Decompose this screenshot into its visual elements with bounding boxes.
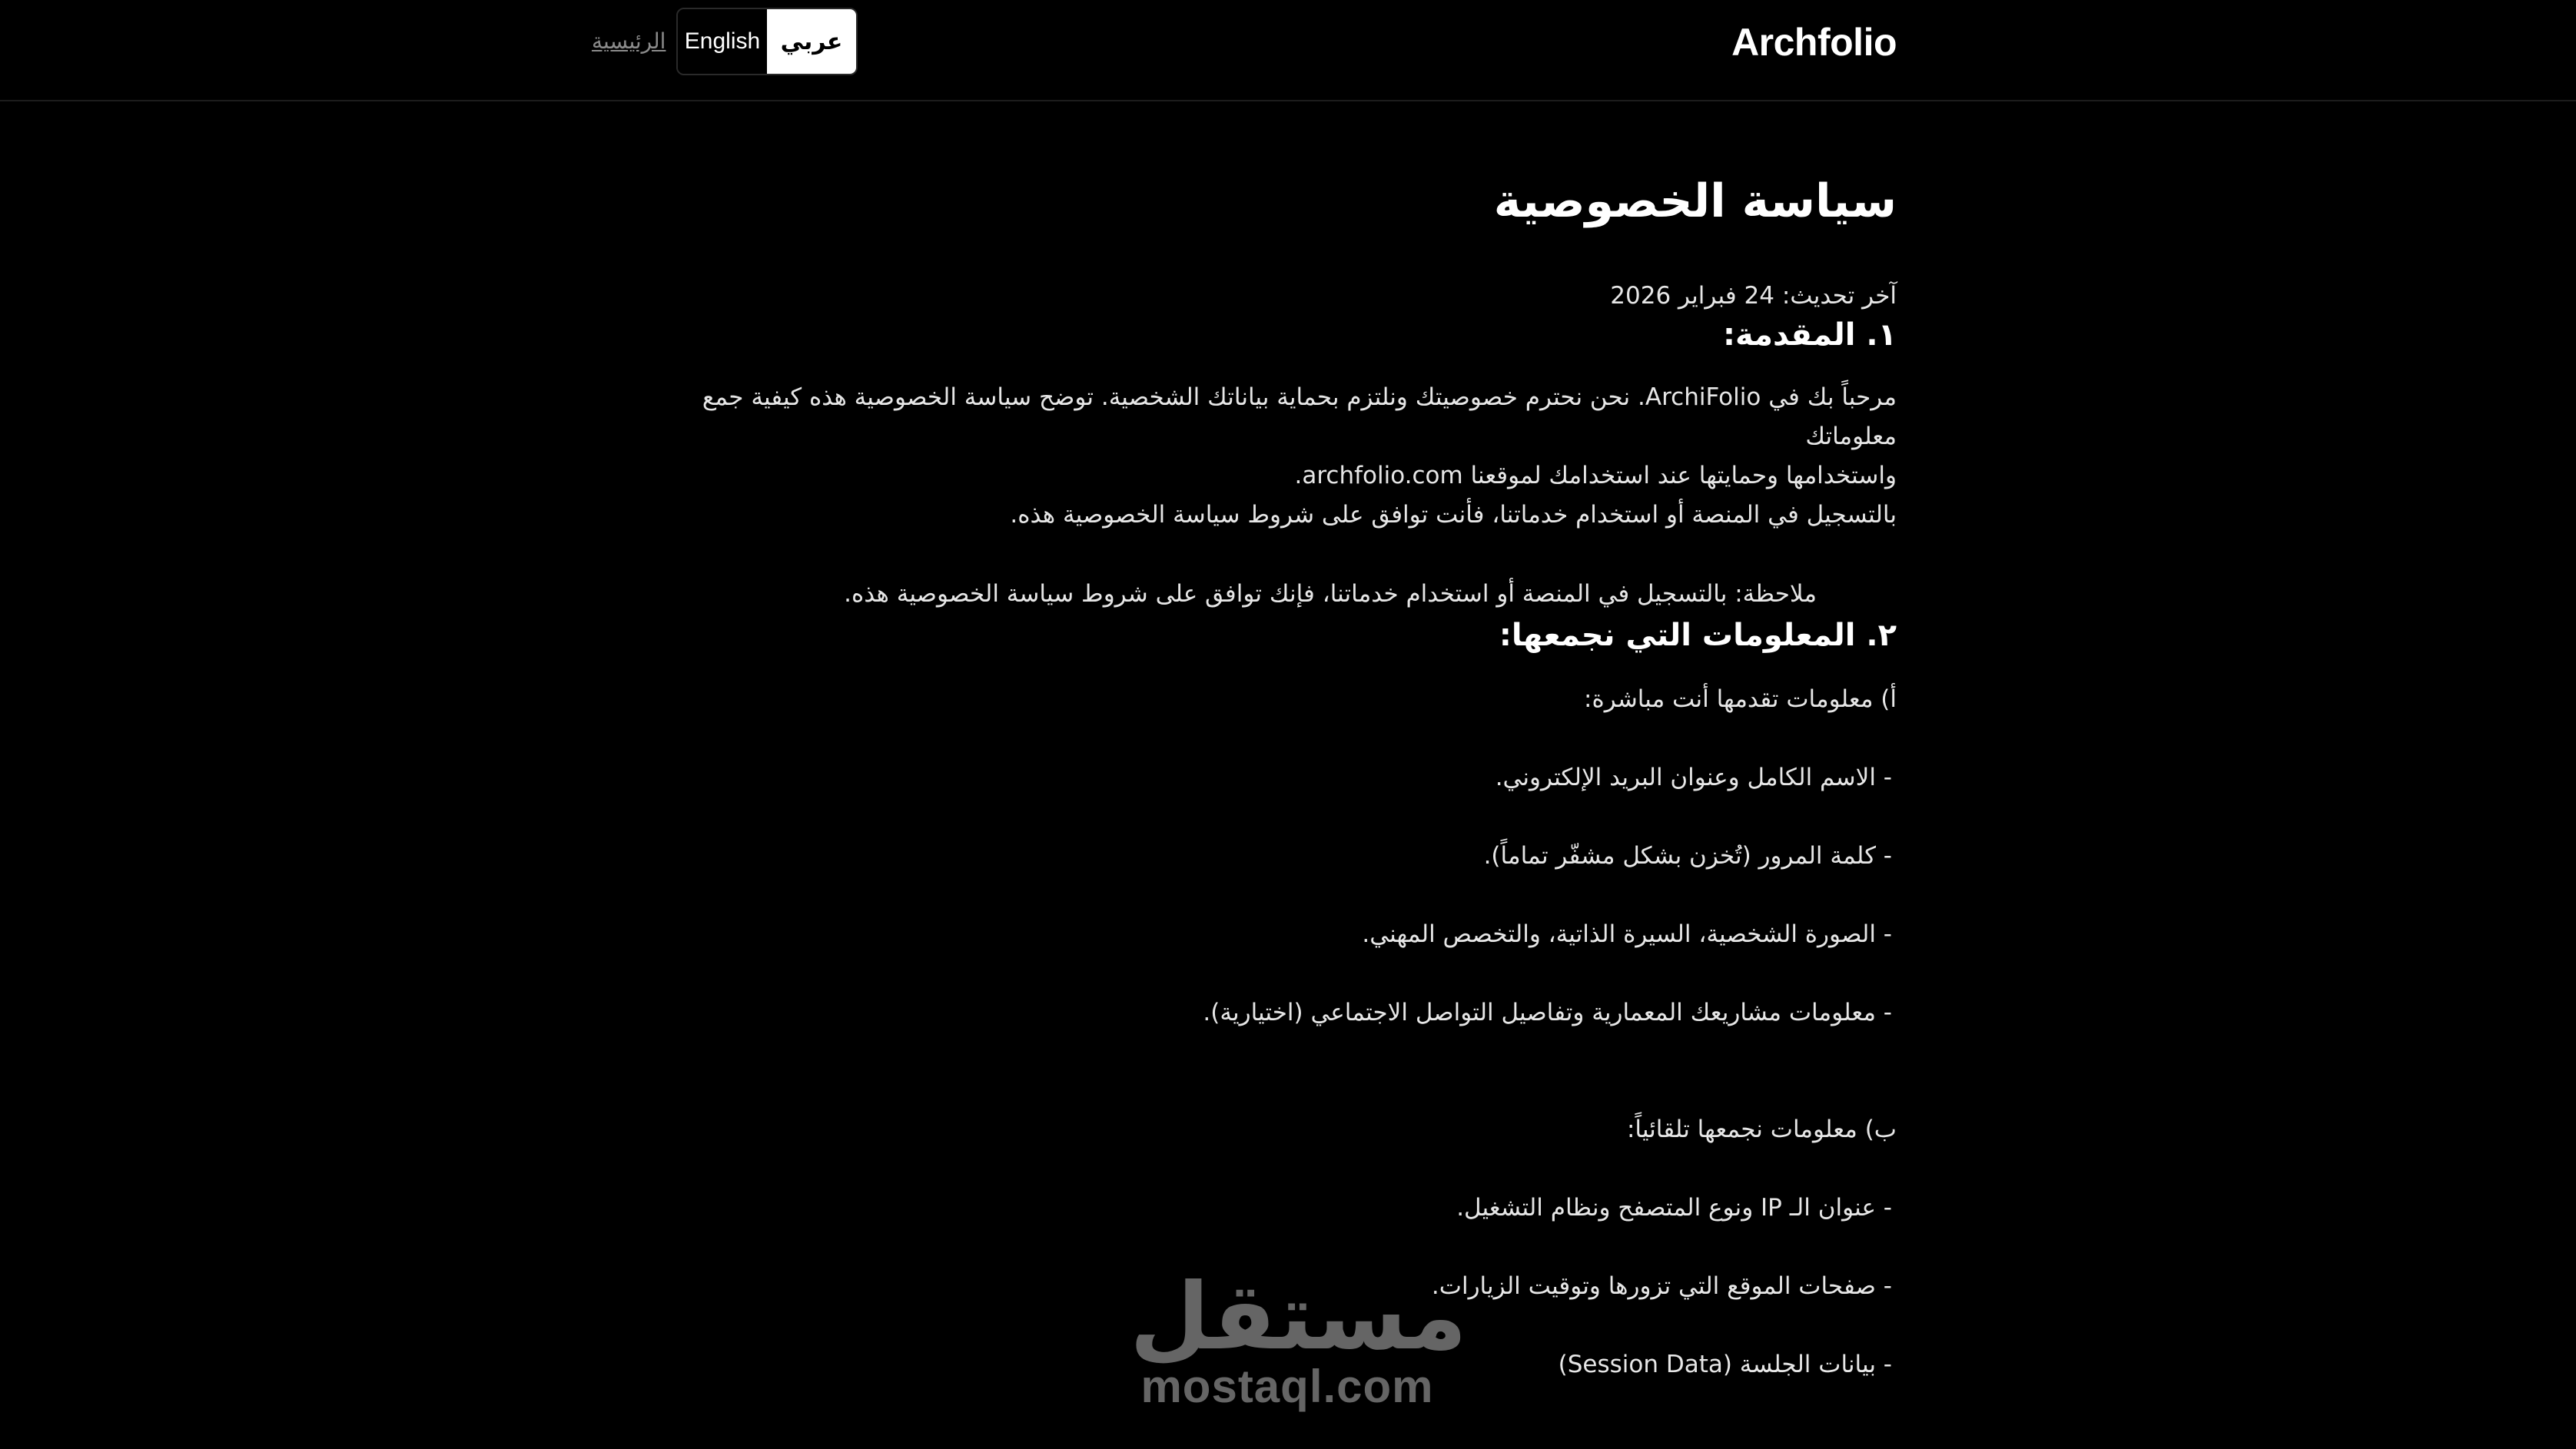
brand-logo[interactable]: Archfolio [1731,21,1897,64]
list-item: - معلومات مشاريعك المعمارية وتفاصيل التواصل الاجتماعي (اختيارية). [1203,999,1892,1026]
introduction-line: بالتسجيل في المنصة أو استخدام خدماتنا، فأنت توافق على شروط سياسة الخصوصية هذه. [1010,501,1897,529]
watermark-latin-text: mostaql.com [1140,1361,1434,1412]
watermark-arabic-text: مستقل [1130,1264,1467,1371]
list-item: - الصورة الشخصية، السيرة الذاتية، والتخصص المهني. [1362,920,1892,948]
introduction-line: مرحباً بك في ArchiFolio. نحن نحترم خصوصيتك ونلتزم بحماية بياناتك الشخصية. توضح سياسة الخصوصية هذه كيفية جمع معلوماتك [702,383,1897,450]
home-link[interactable]: الرئيسية [592,28,666,54]
subheading-automatic-info: ب) معلومات نجمعها تلقائياً: [1626,1116,1897,1143]
note-text: ملاحظة: بالتسجيل في المنصة أو استخدام خدماتنا، فإنك توافق على شروط سياسة الخصوصية هذه. [844,580,1817,608]
list-item: - كلمة المرور (تُخزن بشكل مشفّر تماماً). [1483,842,1892,870]
introduction-line: واستخدامها وحمايتها عند استخدامك لموقعنا archfolio.com. [1294,462,1897,489]
section-heading-collected-info: ٢. المعلومات التي نجمعها: [1499,618,1897,653]
privacy-policy-content [652,154,1897,1384]
top-navbar [0,0,2576,101]
section-heading-introduction: ١. المقدمة: [1722,317,1897,353]
list-item: - صفحات الموقع التي تزورها وتوقيت الزيارات. [1431,1272,1892,1300]
list-item: - عنوان الـ IP ونوع المتصفح ونظام التشغيل. [1456,1194,1892,1222]
list-item: - الاسم الكامل وعنوان البريد الإلكتروني. [1495,764,1892,791]
page-title: سياسة الخصوصية [1493,174,1897,228]
lang-arabic-button[interactable]: عربي [767,9,856,74]
introduction-paragraph [652,378,1897,535]
list-item: - بيانات الجلسة (Session Data) [1558,1351,1892,1378]
language-switcher [676,8,858,75]
subheading-direct-info: أ) معلومات تقدمها أنت مباشرة: [1584,685,1897,713]
lang-english-button[interactable]: English [678,9,767,74]
last-updated-date: آخر تحديث: 24 فبراير 2026 [1610,282,1897,310]
